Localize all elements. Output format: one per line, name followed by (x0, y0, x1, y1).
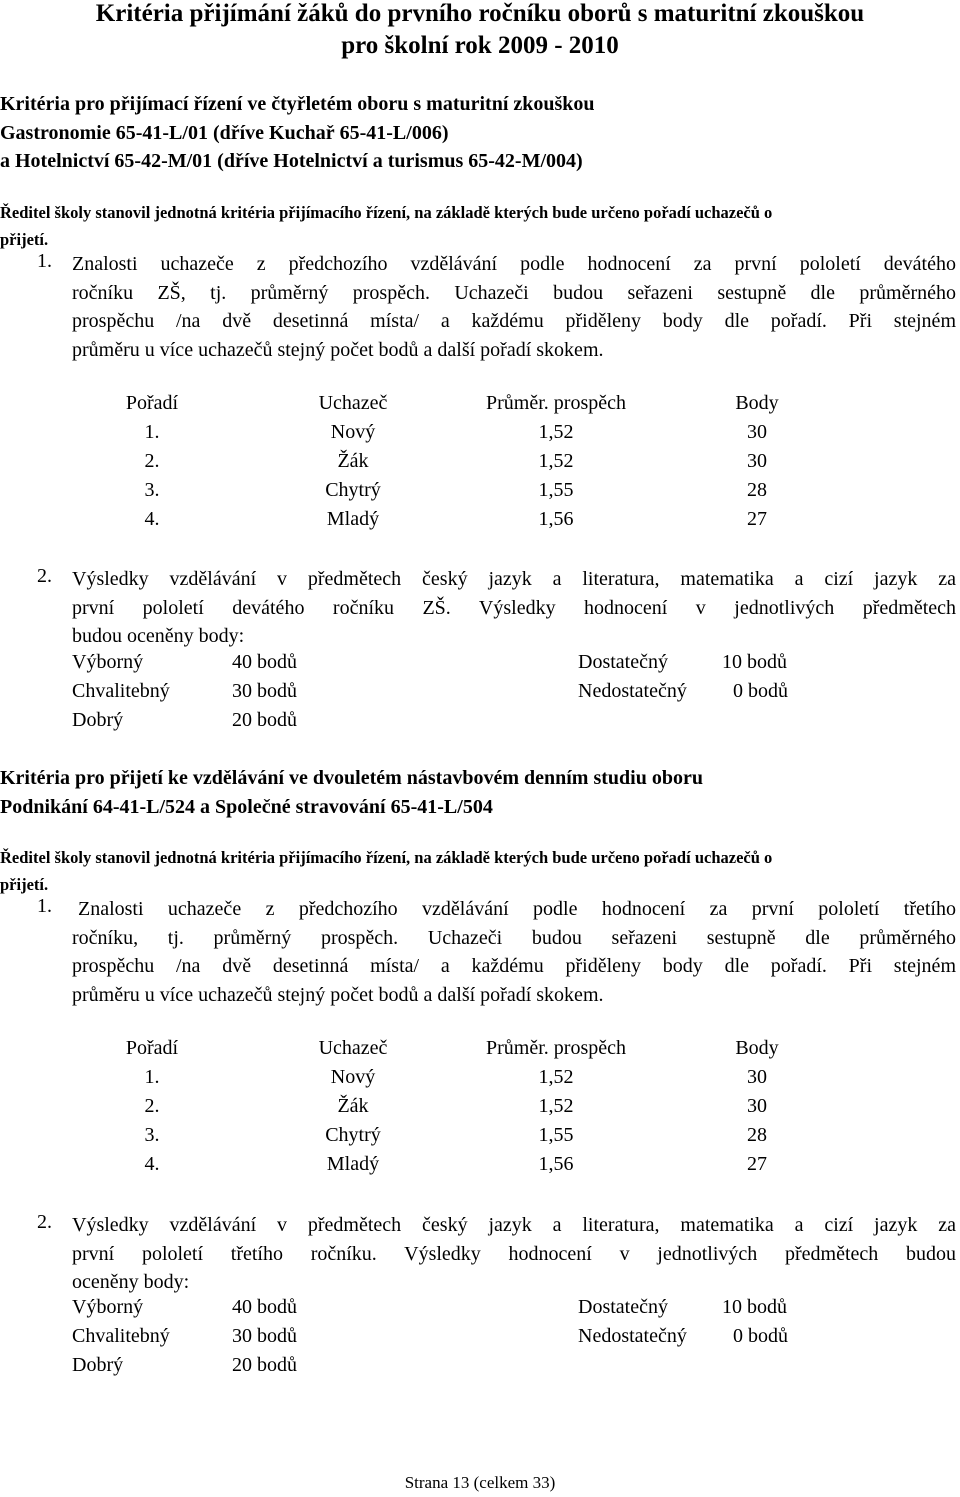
grade-name: Nedostatečný (578, 1325, 687, 1347)
paragraph-line: prospěchu /na dvě desetinná místa/ a každému přiděleny body dle pořadí. Při stejném (72, 955, 956, 978)
grade-points: 0 bodů (733, 1325, 788, 1347)
grade-name: Výborný (72, 651, 144, 673)
grade-name: Nedostatečný (578, 680, 687, 702)
paragraph-line: budou oceněny body: (72, 625, 245, 648)
table-cell: 27 (747, 508, 767, 530)
section2-heading-line: Kritéria pro přijetí ke vzdělávání ve dvouletém nástavbovém denním studiu oboru (0, 767, 703, 789)
table-cell: Chytrý (325, 1124, 381, 1146)
grade-points: 20 bodů (232, 1354, 297, 1376)
section1-heading-line: a Hotelnictví 65-42-M/01 (dříve Hotelnictví a turismus 65-42-M/004) (0, 150, 583, 172)
section1-item2-number: 2. (37, 565, 52, 587)
paragraph-line: první pololetí devátého ročníku ZŠ. Výsledky hodnocení v jednotlivých předmětech (72, 596, 956, 619)
paragraph-line: první pololetí třetího ročníku. Výsledky hodnocení v jednotlivých předmětech budou (72, 1242, 956, 1265)
grade-points: 30 bodů (232, 680, 297, 702)
section1-intro-line: přijetí. (0, 229, 49, 249)
table-cell: 30 (747, 1095, 767, 1117)
table-cell: 1,56 (538, 508, 574, 530)
section2-heading (0, 764, 703, 821)
table-header-poradi: Pořadí (125, 1037, 179, 1059)
table-cell: 30 (747, 421, 767, 443)
table-cell: 3. (144, 1124, 160, 1146)
table-header-poradi: Pořadí (125, 392, 179, 414)
section2-ranking-table (0, 1037, 960, 1187)
section2-intro-line: přijetí. (0, 874, 49, 894)
table-cell: Žák (337, 1095, 369, 1117)
paragraph-line: průměru u více uchazečů stejný počet bodů a další pořadí skokem. (72, 339, 604, 362)
table-cell: 27 (747, 1153, 767, 1175)
section1-heading-line: Gastronomie 65-41-L/01 (dříve Kuchař 65-41-L/006) (0, 121, 449, 144)
table-cell: 4. (144, 1153, 160, 1175)
section1-intro-line: Ředitel školy stanovil jednotná kritéria přijímacího řízení, na základě kterých bude určeno pořadí uchazečů o (0, 203, 773, 222)
section2-heading-line: Podnikání 64-41-L/524 a Společné stravování 65-41-L/504 (0, 795, 493, 818)
table-cell: 1. (144, 421, 160, 443)
table-header-prumer: Průměr. prospěch (486, 392, 626, 414)
table-header-body: Body (735, 1037, 779, 1059)
page-subtitle: pro školní rok 2009 - 2010 (341, 32, 619, 59)
section2-item1-text (78, 895, 956, 924)
table-cell: 1,55 (538, 479, 574, 501)
table-cell: 2. (144, 1095, 160, 1117)
table-header-prumer: Průměr. prospěch (486, 1037, 626, 1059)
table-cell: Mladý (326, 1153, 380, 1175)
paragraph-line: prospěchu /na dvě desetinná místa/ a každému přiděleny body dle pořadí. Při stejném (72, 310, 956, 333)
table-cell: Nový (330, 1066, 376, 1088)
table-cell: 1,52 (538, 1095, 574, 1117)
table-cell: Nový (330, 421, 376, 443)
paragraph-line: průměru u více uchazečů stejný počet bodů a další pořadí skokem. (72, 984, 604, 1007)
table-cell: 30 (747, 450, 767, 472)
section2-item1-number: 1. (37, 895, 52, 917)
section1-item1-text (72, 250, 956, 365)
paragraph-line: Výsledky vzdělávání v předmětech český jazyk a literatura, matematika a cizí jazyk za (72, 568, 956, 590)
page-title: Kritéria přijímání žáků do prvního ročníku oborů s maturitní zkouškou (95, 0, 865, 27)
table-header-body: Body (735, 392, 779, 414)
paragraph-line: Výsledky vzdělávání v předmětech český jazyk a literatura, matematika a cizí jazyk za (72, 1214, 956, 1236)
table-cell: 1,56 (538, 1153, 574, 1175)
section2-item2-text (72, 1211, 956, 1297)
table-cell: 1,52 (538, 450, 574, 472)
table-cell: 1,52 (538, 421, 574, 443)
section2-item2-number: 2. (37, 1211, 52, 1233)
paragraph-line: Znalosti uchazeče z předchozího vzdělávání podle hodnocení za první pololetí devátého (72, 253, 956, 275)
table-header-uchazec: Uchazeč (318, 392, 388, 414)
grade-name: Výborný (72, 1296, 144, 1318)
grade-points: 40 bodů (232, 1296, 297, 1318)
table-cell: 1. (144, 1066, 160, 1088)
grade-name: Dobrý (72, 709, 124, 731)
section1-heading-line: Kritéria pro přijímací řízení ve čtyřletém oboru s maturitní zkouškou (0, 93, 595, 115)
table-cell: 2. (144, 450, 160, 472)
table-header-uchazec: Uchazeč (318, 1037, 388, 1059)
grade-points: 40 bodů (232, 651, 297, 673)
page-footer: Strana 13 (celkem 33) (404, 1473, 556, 1492)
table-cell: 28 (747, 1124, 767, 1146)
grade-points: 10 bodů (722, 1296, 787, 1318)
section1-intro (0, 200, 772, 253)
section1-item1-number: 1. (37, 250, 52, 272)
table-cell: Chytrý (325, 479, 381, 501)
grade-points: 30 bodů (232, 1325, 297, 1347)
table-cell: Žák (337, 450, 369, 472)
section1-heading (0, 90, 595, 176)
grade-name: Dobrý (72, 1354, 124, 1376)
section2-item1-text-cont (72, 924, 956, 1010)
table-cell: 3. (144, 479, 160, 501)
grade-points: 20 bodů (232, 709, 297, 731)
grade-name: Chvalitebný (72, 680, 170, 702)
paragraph-line: Znalosti uchazeče z předchozího vzdělávání podle hodnocení za první pololetí třetího (78, 898, 956, 920)
grade-points: 10 bodů (722, 651, 787, 673)
paragraph-line: ročníku, tj. průměrný prospěch. Uchazeči budou seřazeni sestupně dle průměrného (72, 926, 956, 949)
section1-ranking-table (0, 392, 960, 542)
section2-intro-line: Ředitel školy stanovil jednotná kritéria přijímacího řízení, na základě kterých bude určeno pořadí uchazečů o (0, 848, 773, 867)
table-cell: 28 (747, 479, 767, 501)
grade-name: Dostatečný (578, 651, 668, 673)
section2-intro (0, 845, 772, 898)
table-cell: 4. (144, 508, 160, 530)
table-cell: Mladý (326, 508, 380, 530)
section1-item2-text (72, 565, 956, 651)
table-cell: 30 (747, 1066, 767, 1088)
paragraph-line: ročníku ZŠ, tj. průměrný prospěch. Uchazeči budou seřazeni sestupně dle průměrného (72, 281, 956, 304)
table-cell: 1,52 (538, 1066, 574, 1088)
grade-name: Chvalitebný (72, 1325, 170, 1347)
grade-points: 0 bodů (733, 680, 788, 702)
table-cell: 1,55 (538, 1124, 574, 1146)
grade-name: Dostatečný (578, 1296, 668, 1318)
paragraph-line: oceněny body: (72, 1271, 190, 1294)
